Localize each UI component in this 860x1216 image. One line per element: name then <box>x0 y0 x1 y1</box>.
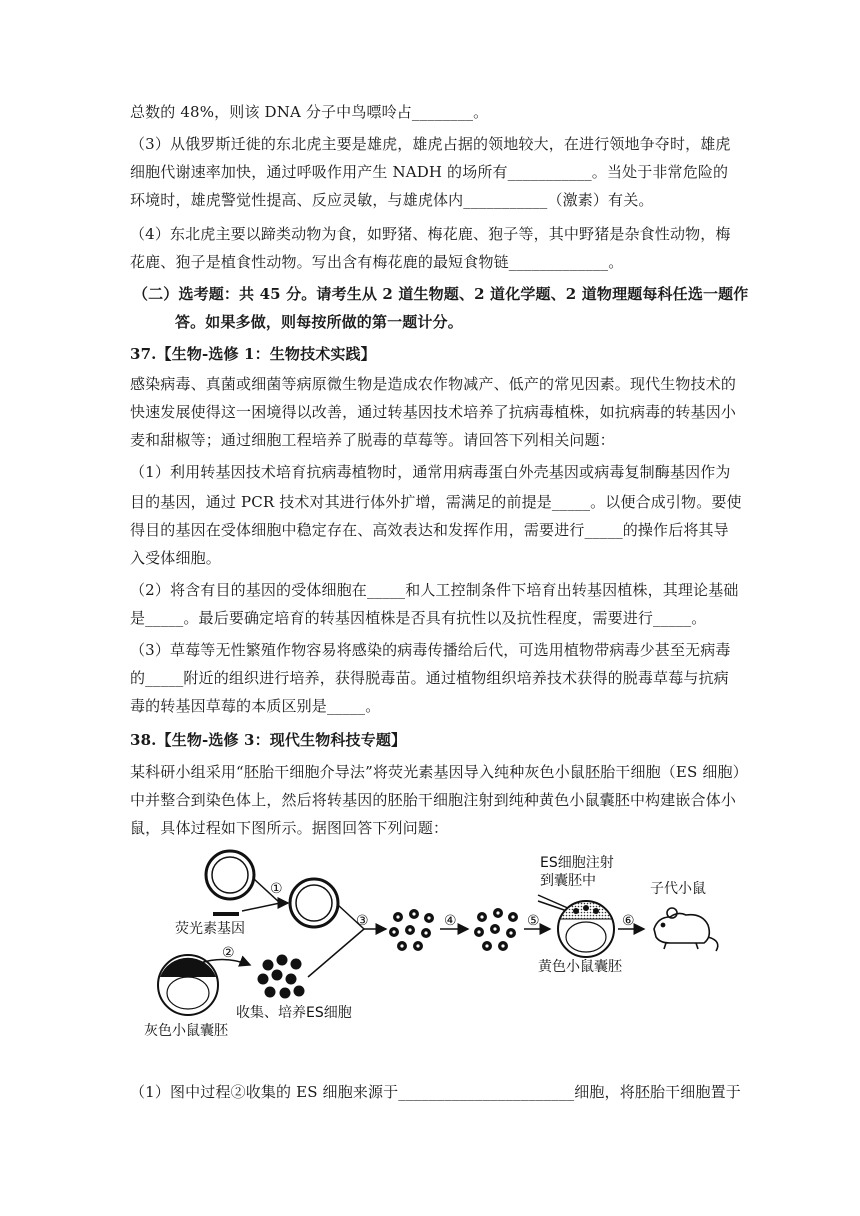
text-line: 的_____附近的组织进行培养，获得脱毒苗。通过植物组织培养技术获得的脱毒草莓与抗病 <box>130 669 729 687</box>
question-37-title: 37.【生物-选修 1：生物技术实践】 <box>130 345 376 363</box>
text-line: 目的基因，通过 PCR 技术对其进行体外扩增，需满足的前提是_____。以便合成引物。要使 <box>130 493 742 511</box>
label-collect-es: 收集、培养ES细胞 <box>236 1005 352 1021</box>
label-fluorescent-gene: 荧光素基因 <box>175 921 245 937</box>
question-38-title: 38.【生物-选修 3：现代生物科技专题】 <box>130 731 407 749</box>
step-6-label: ⑥ <box>622 913 635 929</box>
question-37-3: （3）草莓等无性繁殖作物容易将感染的病毒传播给后代，可选用植物带病毒少甚至无病毒 <box>130 641 731 659</box>
cultured-es-cells-icon <box>474 908 518 951</box>
text-line: 中并整合到染色体上，然后将转基因的胚胎干细胞注射到纯种黄色小鼠囊胚中构建嵌合体小 <box>130 791 737 809</box>
question-37-1: （1）利用转基因技术培育抗病毒植物时，通常用病毒蛋白外壳基因或病毒复制酶基因作为 <box>130 463 731 481</box>
text-line: 细胞代谢速率加快，通过呼吸作用产生 NADH 的场所有___________。当处于非常危险的 <box>130 163 729 181</box>
step-3-label: ③ <box>356 913 369 929</box>
text-line: 总数的 48%，则该 DNA 分子中鸟嘌呤占________。 <box>130 103 489 121</box>
label-gray-blastocyst: 灰色小鼠囊胚 <box>144 1023 228 1039</box>
yellow-blastocyst-icon <box>558 901 614 957</box>
step-4-label: ④ <box>444 913 457 929</box>
text-line: 环境时，雄虎警觉性提高、反应灵敏，与雄虎体内___________（激素）有关。 <box>130 191 654 209</box>
text-line: 毒的转基因草莓的本质区别是_____。 <box>130 697 381 715</box>
text-line: 鼠，具体过程如下图所示。据图回答下列问题： <box>130 819 449 837</box>
arrow-step3-b <box>308 929 364 977</box>
text-line: 麦和甜椒等；通过细胞工程培养了脱毒的草莓等。请回答下列相关问题： <box>130 431 615 449</box>
label-offspring-mouse: 子代小鼠 <box>650 881 706 897</box>
gray-blastocyst-icon <box>158 955 218 1015</box>
gene-fragment-icon <box>213 912 239 916</box>
section-heading: （二）选考题：共 45 分。请考生从 2 道生物题、2 道化学题、2 道物理题每科任选一题作 <box>133 285 749 303</box>
text-line: 快速发展使得这一困境得以改善，通过转基因技术培养了抗病毒植株，如抗病毒的转基因小 <box>130 403 737 421</box>
label-yellow-blastocyst: 黄色小鼠囊胚 <box>538 959 622 975</box>
step-5-label: ⑤ <box>527 913 540 929</box>
text-line: 得目的基因在受体细胞中稳定存在、高效表达和发挥作用，需要进行_____的操作后将其导 <box>130 521 729 539</box>
transgenic-es-cells-icon <box>389 909 434 951</box>
es-cells-icon <box>258 955 305 999</box>
step-1-label: ① <box>270 881 283 897</box>
text-line: 花鹿、狍子是植食性动物。写出含有梅花鹿的最短食物链_____________。 <box>130 253 624 271</box>
question-3-line: （3）从俄罗斯迁徙的东北虎主要是雄虎，雄虎占据的领地较大，在进行领地争夺时，雄虎 <box>130 135 731 153</box>
question-37-2: （2）将含有目的基因的受体细胞在_____和人工控制条件下培育出转基因植株，其理论基础 <box>130 581 739 599</box>
section-heading-cont: 答。如果多做，则每按所做的第一题计分。 <box>175 313 463 331</box>
text-line: 感染病毒、真菌或细菌等病原微生物是造成农作物减产、低产的常见因素。现代生物技术的 <box>130 375 737 393</box>
es-cell-diagram <box>130 845 730 1045</box>
text-line: 某科研小组采用“胚胎干细胞介导法”将荧光素基因导入纯种灰色小鼠胚胎干细胞（ES 细胞） <box>130 763 748 781</box>
question-4-line: （4）东北虎主要以蹄类动物为食，如野猪、梅花鹿、狍子等，其中野猪是杂食性动物，梅 <box>130 225 731 243</box>
step-2-label: ② <box>222 945 235 961</box>
text-line: 是_____。最后要确定培育的转基因植株是否具有抗性以及抗性程度，需要进行_____。 <box>130 609 707 627</box>
label-es-inject-1: ES细胞注射 <box>540 855 614 871</box>
arrow-step1-b <box>242 903 280 911</box>
plasmid-icon <box>206 851 254 899</box>
question-38-1: （1）图中过程②收集的 ES 细胞来源于_______________________细胞，将胚胎干细胞置于 <box>130 1083 741 1101</box>
label-es-inject-2: 到囊胚中 <box>540 873 596 889</box>
mouse-icon <box>654 908 718 951</box>
recombinant-plasmid-icon <box>290 879 338 927</box>
text-line: 入受体细胞。 <box>130 549 221 567</box>
